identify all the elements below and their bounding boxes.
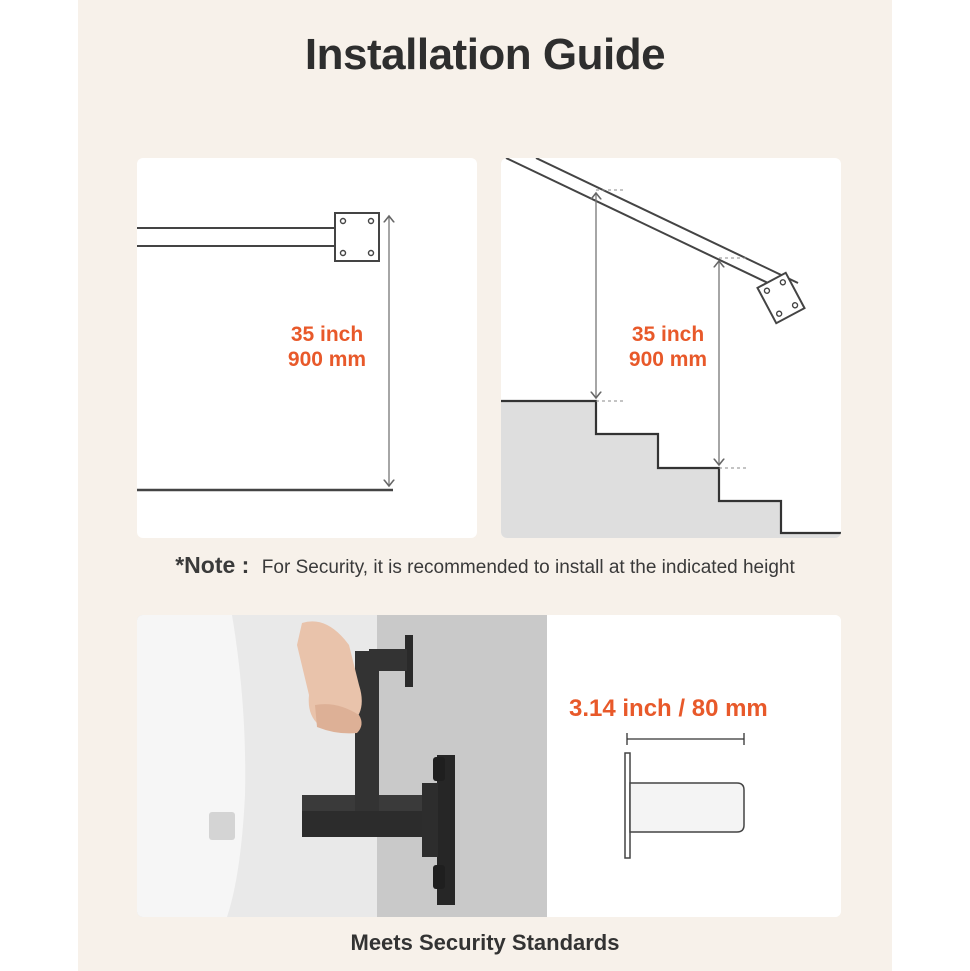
- stairs-height-panel: [501, 158, 841, 538]
- flat-height-label: [272, 322, 382, 372]
- flat-height-panel: [137, 158, 477, 538]
- note-label: *Note :: [175, 552, 250, 578]
- note-text: For Security, it is recommended to install at the indicated height: [261, 557, 795, 578]
- stairs-height-inch: 35 inch: [631, 323, 705, 346]
- security-note: [0, 552, 970, 579]
- shirt: [137, 615, 245, 917]
- sloped-handrail-top: [506, 158, 791, 294]
- bottom-caption: Meets Security Standards: [350, 930, 620, 955]
- flat-height-inch: 35 inch: [290, 323, 364, 346]
- bracket-panel: [137, 615, 841, 917]
- stairs-height-label: [613, 322, 723, 372]
- page-title: Installation Guide: [304, 30, 666, 79]
- bracket-depth-label: 3.14 inch / 80 mm: [569, 695, 768, 722]
- wall-plate: [335, 213, 379, 261]
- stairs-fill: [501, 401, 841, 538]
- sloped-handrail-bottom: [536, 158, 798, 283]
- stairs-height-mm: 900 mm: [628, 348, 708, 371]
- flat-height-mm: 900 mm: [287, 348, 367, 371]
- handrail-photo-illustration: [137, 615, 841, 917]
- handrail-bar: [137, 228, 335, 246]
- bracket-arm: [630, 783, 744, 832]
